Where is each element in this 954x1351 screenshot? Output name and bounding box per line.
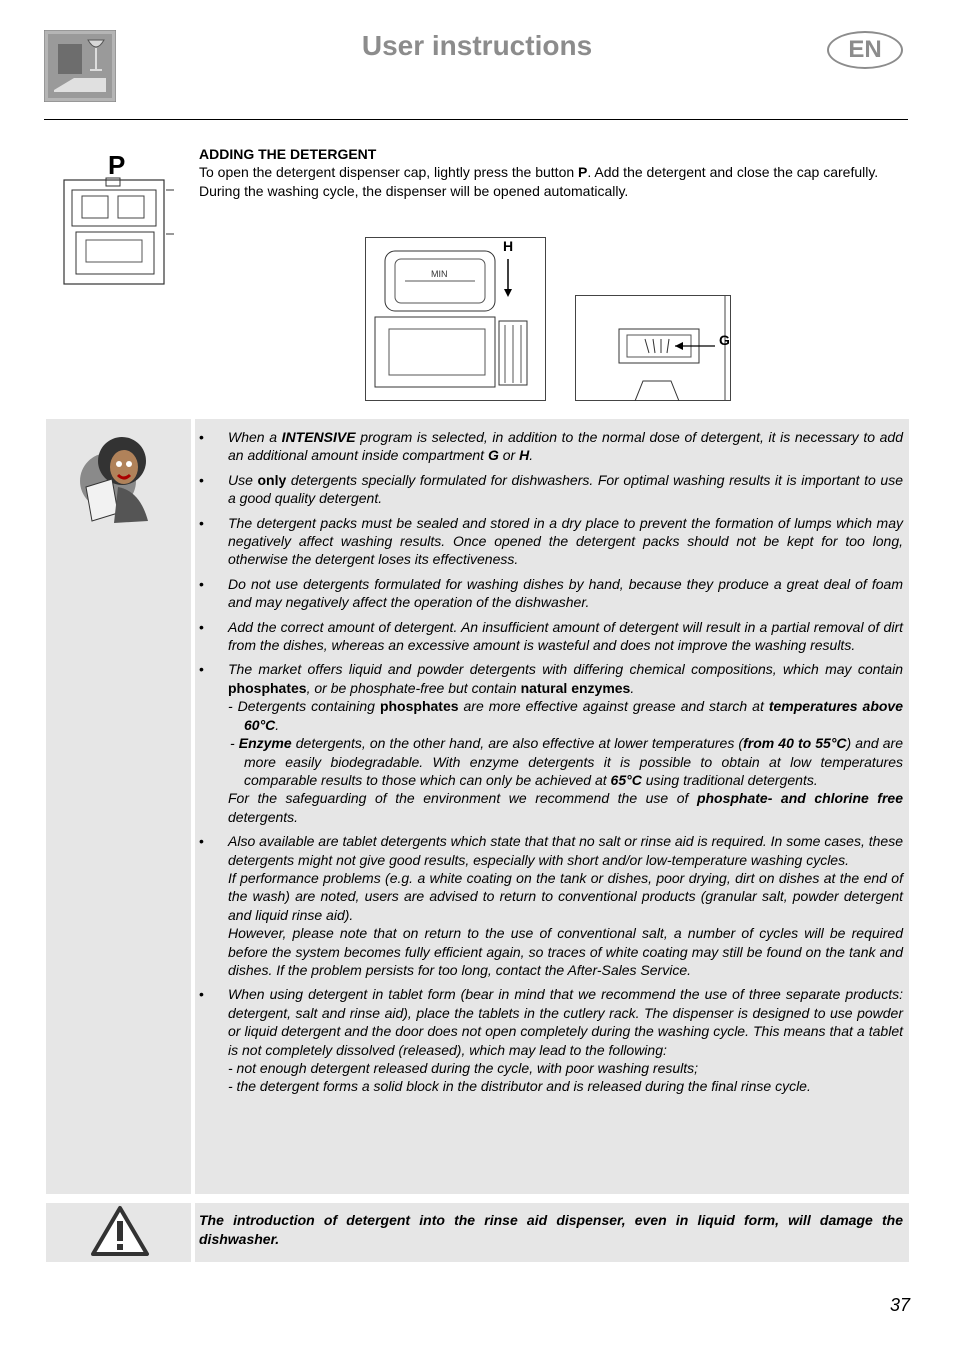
bullet: •	[199, 833, 204, 850]
warning-triangle-icon	[90, 1205, 150, 1257]
text: Do not use detergents formulated for washing dishes by hand, because they produce a great deal of foam and may negatively affect the operation of the dishwasher.	[228, 575, 903, 611]
compartment-h-ref: H	[519, 447, 530, 464]
text: .	[529, 447, 534, 464]
text: Use	[228, 471, 258, 488]
text: - Detergents containing	[228, 698, 380, 715]
list-item	[199, 471, 903, 508]
text: Add the correct amount of detergent. An insufficient amount of detergent will result in a partial removal of dirt from the dishes, whereas an excessive amount is wasteful and does not improve the washing results.	[228, 618, 903, 654]
list-item	[199, 428, 903, 465]
text: .	[630, 679, 635, 696]
min-label: MIN	[431, 269, 448, 279]
text: To open the detergent dispenser cap, lightly press the button	[199, 164, 579, 180]
paragraph	[199, 163, 903, 182]
section-heading: ADDING THE DETERGENT	[199, 146, 377, 162]
text-block: When using detergent in tablet form (bear in mind that we recommend the use of three separate products: detergent, salt and rinse aid), place the tablets in the cutlery rack. The dispenser is designed to use powder or liquid detergent and the door does not open completely during the washing cycle. This means that a tablet is not completely dissolved (released), which may lead to the following:	[228, 986, 903, 1058]
program-name: INTENSIVE	[281, 429, 356, 445]
detergent-instructions	[199, 163, 903, 201]
bullet: •	[199, 514, 204, 531]
illus-p-label: P	[108, 150, 126, 180]
illus-g-label: G	[719, 332, 730, 348]
text: The detergent packs must be sealed and stored in a dry place to prevent the formation of lumps which may negatively affect washing results. Once opened the detergent packs should not be kept for too long, otherwise the detergent loses its effectiveness.	[228, 514, 903, 568]
bullet: •	[199, 429, 204, 445]
bullet: •	[199, 575, 204, 592]
text: using traditional detergents.	[641, 771, 818, 788]
list-item	[199, 985, 903, 1095]
emphasis: phosphates	[228, 679, 307, 696]
text: detergents, on the other hand, are also effective at lower temperatures (	[291, 735, 744, 752]
text-block: However, please note that on return to the use of conventional salt, a number of cycles will be required before the system becomes fully efficient again, so traces of white coating may still be found on the tank and dishes. If the problem persists for too long, contact the After-Sales Service.	[228, 925, 903, 978]
text: ) and are more easily biodegradable. With enzyme detergents it is possible to obtain at low temperatures comparable results to those which can only be achieved at	[244, 735, 903, 788]
header-divider	[44, 119, 908, 120]
emphasis: only	[257, 471, 287, 488]
text: -	[230, 735, 239, 752]
text: are more effective against grease and starch at	[458, 698, 769, 715]
text: detergents.	[228, 808, 299, 825]
emphasis: phosphate- and chlorine free	[696, 790, 903, 807]
detergent-tips-list	[199, 428, 903, 1102]
dispenser-g-illustration	[575, 295, 736, 401]
sub-item	[228, 697, 903, 734]
compartment-g-ref: G	[487, 447, 499, 464]
emphasis: natural enzymes	[520, 679, 631, 696]
emphasis: 65°C	[610, 771, 642, 788]
page-title: User instructions	[361, 30, 593, 61]
list-item	[199, 618, 903, 655]
text-block	[228, 660, 903, 697]
reading-woman-mascot-icon	[78, 431, 158, 525]
dash-item: - the detergent forms a solid block in the distributor and is released during the final rinse cycle.	[228, 1078, 811, 1095]
bullet: •	[199, 661, 204, 678]
list-item	[199, 514, 903, 569]
text-block: Also available are tablet detergents which state that that no salt or rinse aid is required. In some cases, these detergents might not give good results, especially with short and/or low-temperature washing cycles.	[228, 833, 903, 868]
text: , or be phosphate-free but contain	[306, 679, 521, 696]
warning-text: The introduction of detergent into the rinse aid dispenser, even in liquid form, will damage the dishwasher.	[199, 1212, 903, 1247]
dash-item: - not enough detergent released during the cycle, with poor washing results;	[228, 1060, 699, 1076]
dispenser-button-p-illustration	[62, 150, 174, 286]
bullet: •	[199, 471, 204, 488]
text: . Add the detergent and close the cap carefully.	[587, 164, 879, 180]
list-item	[199, 660, 903, 826]
emphasis: phosphates	[379, 698, 459, 715]
text-block: If performance problems (e.g. a white coating on the tank or dishes, poor drying, dirt on dishes at the end of the wash) are noted, users are advised to return to conventional products (granular salt, powder detergent and liquid rinse aid).	[228, 869, 903, 923]
illus-h-label: H	[503, 238, 514, 254]
text: or	[498, 447, 520, 464]
emphasis: temperatures above 60°C	[244, 698, 904, 733]
text: detergents specially formulated for dishwashers. For optimal washing results it is important to use a good quality detergent.	[228, 471, 904, 507]
text-block	[228, 789, 903, 826]
list-item	[199, 832, 903, 979]
page-number: 37	[889, 1295, 910, 1315]
paragraph: During the washing cycle, the dispenser will be opened automatically.	[199, 183, 629, 199]
button-reference: P	[578, 164, 588, 180]
text: program is selected, in addition to the normal dose of detergent, it is necessary to add an additional amount inside compartment	[228, 429, 904, 464]
emphasis: from 40 to 55°C	[743, 735, 847, 752]
list-item	[199, 575, 903, 612]
tips-icon-panel	[46, 419, 191, 1194]
bullet: •	[199, 618, 204, 635]
text: When a	[228, 429, 282, 445]
language-badge: EN	[827, 31, 903, 69]
text: The market offers liquid and powder detergents with differing chemical compositions, which may contain	[228, 661, 903, 678]
text: .	[275, 716, 280, 733]
bullet: •	[199, 986, 204, 1003]
text: For the safeguarding of the environment we recommend the use of	[228, 790, 697, 807]
dispenser-h-illustration	[365, 237, 546, 401]
emphasis: Enzyme	[238, 735, 292, 752]
sub-item	[228, 734, 903, 789]
